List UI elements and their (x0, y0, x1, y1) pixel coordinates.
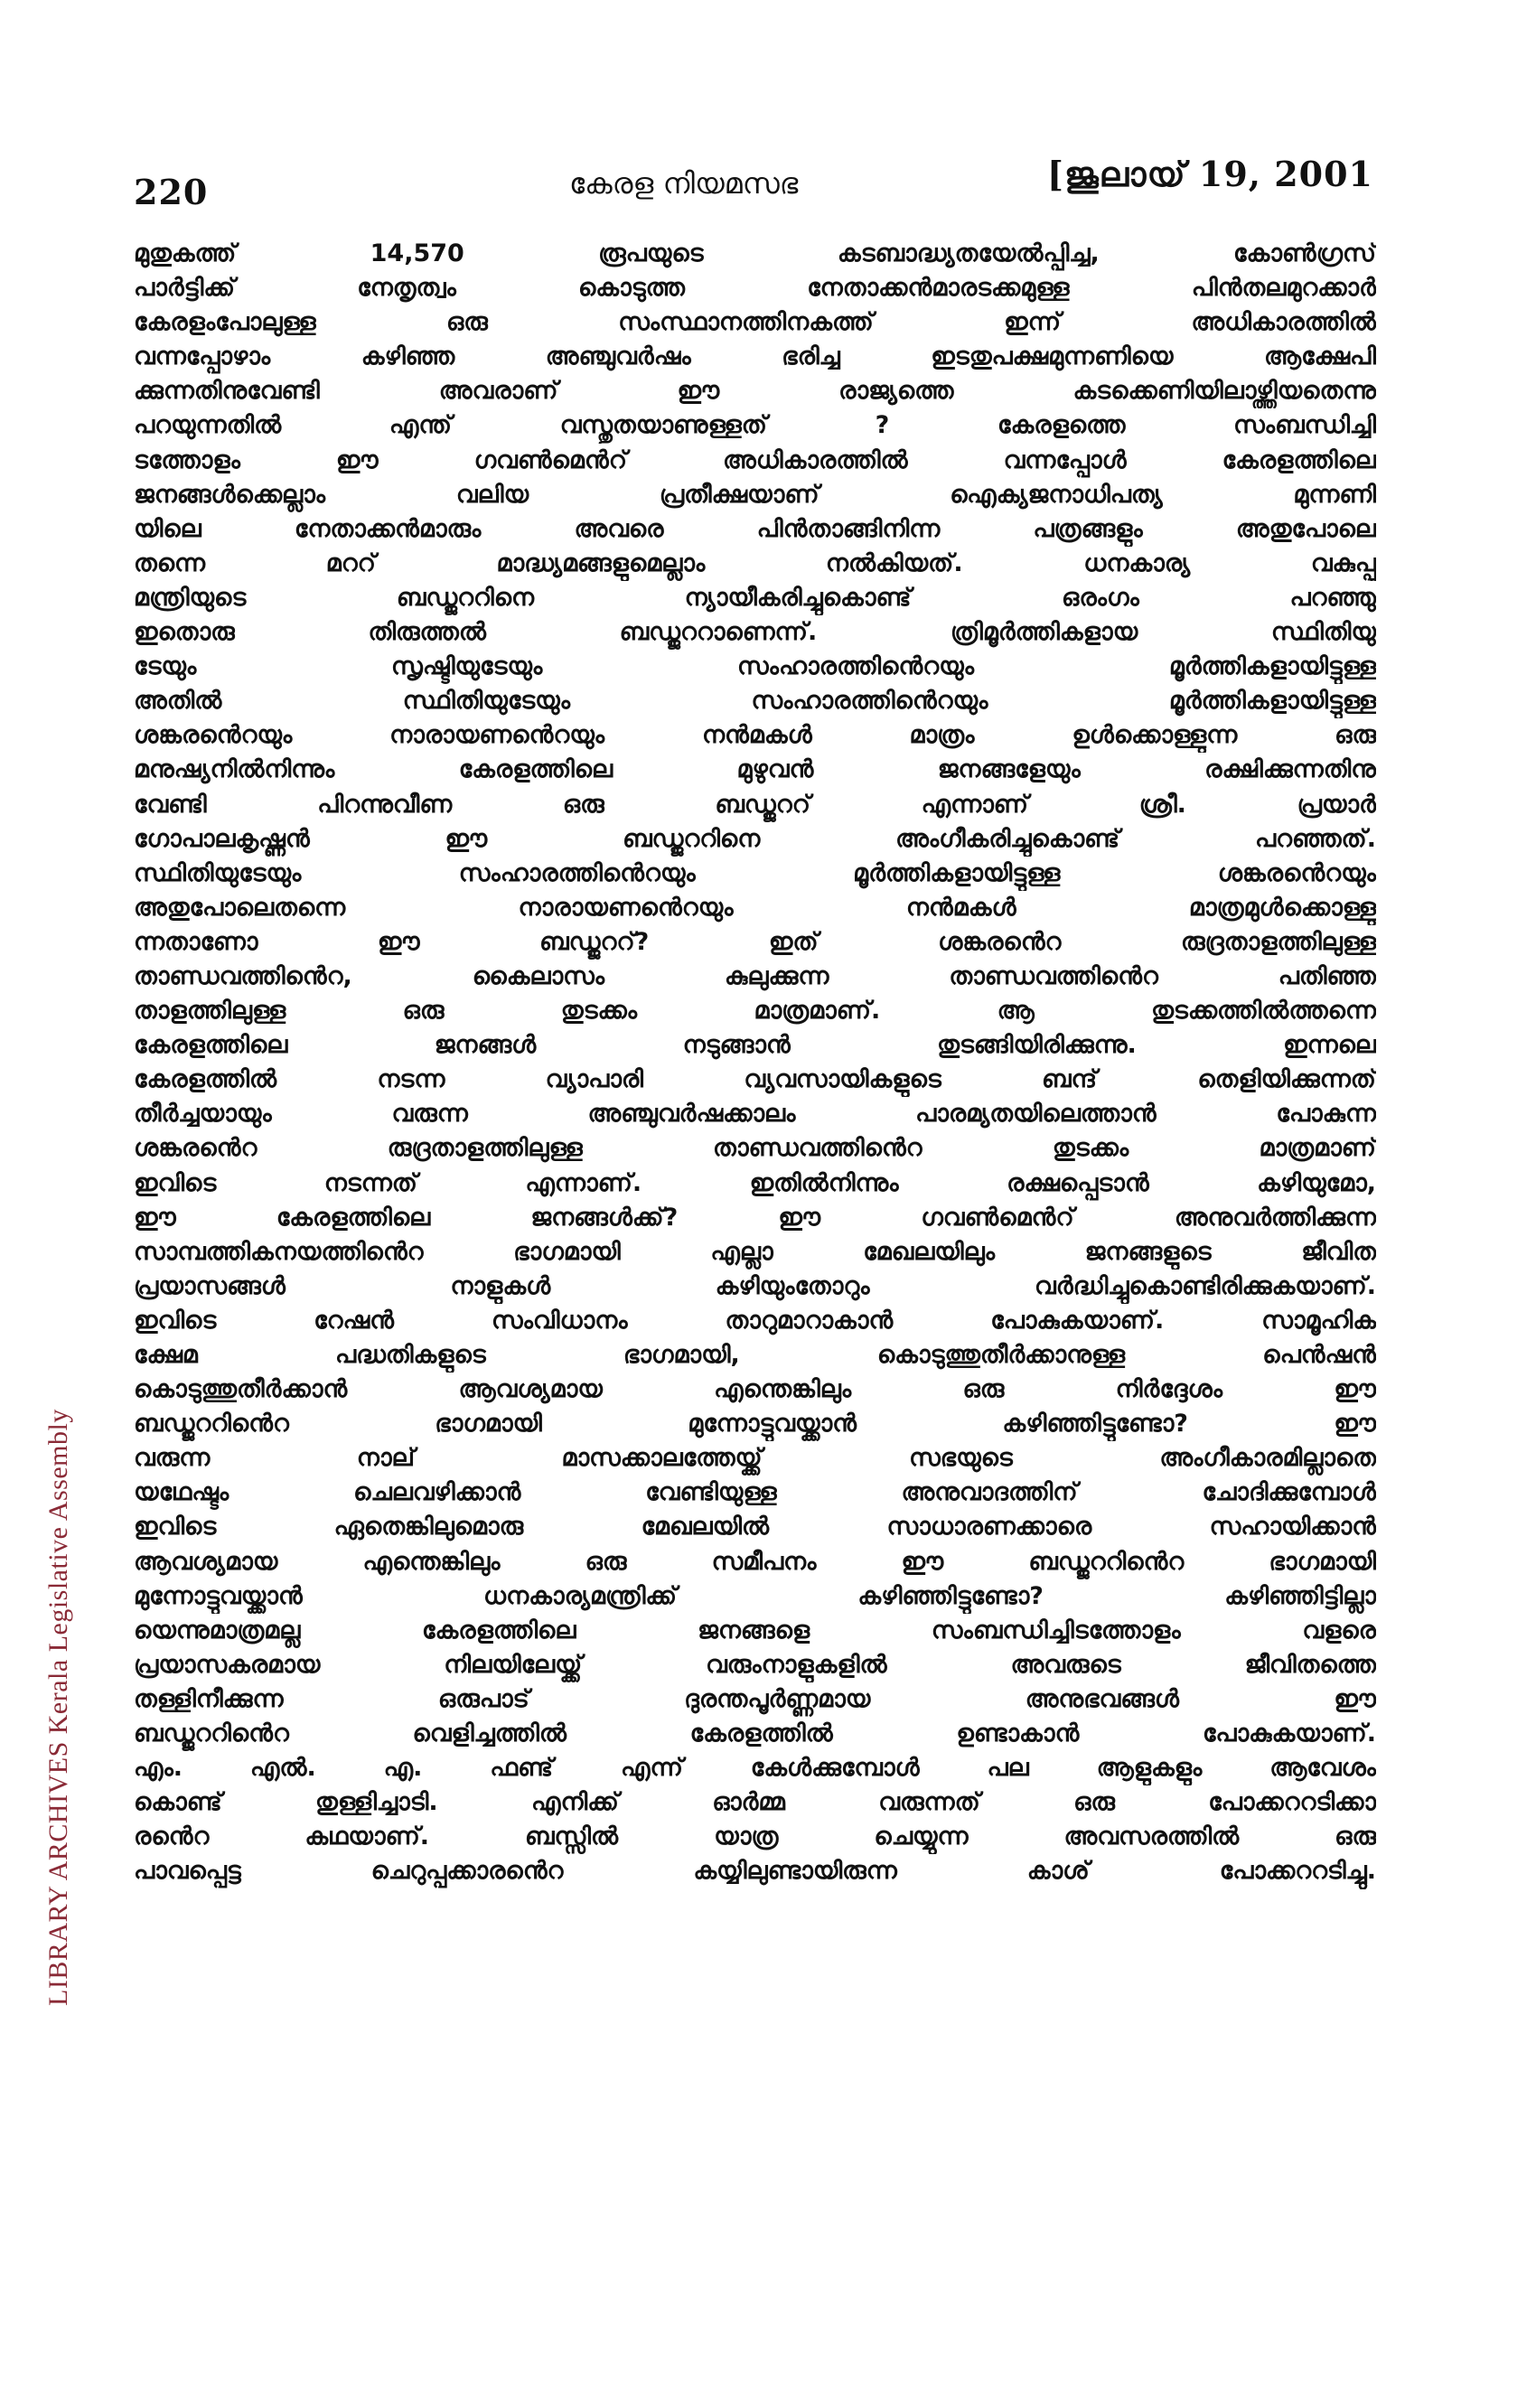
text-line: മുന്നോട്ടുവയ്ക്കാൻ ധനകാര്യമന്ത്രിക്ക് കഴിഞ്ഞിട്ടുണ്ടോ? കഴിഞ്ഞിട്ടില്ലാ (134, 1581, 1376, 1610)
text-line: ഇതൊരു തിരുത്തൽ ബഡ്ജററാണെന്ന്. ത്രിമൂർത്തികളായ സ്ഥിതിയു (134, 618, 1376, 647)
text-line: വരുന്ന നാല് മാസക്കാലത്തേയ്ക്ക് സഭയുടെ അംഗീകാരമില്ലാതെ (134, 1444, 1376, 1473)
text-line: മുതുകത്ത് 14,570 രൂപയുടെ കടബാദ്ധ്യതയേൽപ്പിച്ച, കോൺഗ്രസ് (134, 239, 1376, 267)
text-line: ശങ്കരൻെറ രുദ്രതാളത്തിലുള്ള താണ്ഡവത്തിൻെറ തുടക്കം മാത്രമാണ് (134, 1134, 1376, 1163)
text-line: തള്ളിനീക്കുന്ന ഒരുപാട് ദുരന്തപൂർണ്ണമായ അനുഭവങ്ങൾ ഈ (134, 1684, 1376, 1713)
text-line: യെന്നുമാത്രമല്ല കേരളത്തിലെ ജനങ്ങളെ സംബന്ധിച്ചിടത്തോളം വളരെ (134, 1616, 1376, 1644)
text-line: തന്നെ മററ് മാദ്ധ്യമങ്ങളുമെല്ലാം നൽകിയത്. ധനകാര്യ വകുപ്പു (134, 548, 1376, 577)
text-line: സ്ഥിതിയുടേയും സംഹാരത്തിൻെറയും മൂർത്തികളായിട്ടുള്ള ശങ്കരൻെറയും (134, 858, 1376, 887)
text-line: വന്നപ്പോഴാം കഴിഞ്ഞ അഞ്ചുവർഷം ഭരിച്ച ഇടതുപക്ഷമുന്നണിയെ ആക്ഷേപി (134, 342, 1376, 371)
text-line: താണ്ഡവത്തിൻെറ, കൈലാസം കുലുക്കുന്ന താണ്ഡവത്തിൻെറ പതിഞ്ഞ (134, 961, 1376, 990)
page-number: 220 (134, 172, 209, 212)
text-line: ക്കുന്നതിനുവേണ്ടി അവരാണ് ഈ രാജ്യത്തെ കടക്കെണിയിലാഴ്ത്തിയതെന്നു (134, 377, 1376, 406)
text-line: ടേയും സൃഷ്ടിയുടേയും സംഹാരത്തിൻെറയും മൂർത്തികളായിട്ടുള്ള (134, 652, 1376, 681)
text-line: വേണ്ടി പിറന്നുവീണ ഒരു ബഡ്ജററ് എന്നാണ് ശ്രീ. പ്രയാർ (134, 790, 1376, 819)
text-line: ടത്തോളം ഈ ഗവൺമെൻറ് അധികാരത്തിൽ വന്നപ്പോൾ കേരളത്തിലെ (134, 445, 1376, 474)
text-line: ക്ഷേമ പദ്ധതികളുടെ ഭാഗമായി, കൊടുത്തുതീർക്കാനുള്ള പെൻഷൻ (134, 1341, 1376, 1369)
text-line: കൊടുത്തുതീർക്കാൻ ആവശ്യമായ എന്തെങ്കിലും ഒരു നിർദ്ദേശം ഈ (134, 1375, 1376, 1404)
text-line: യിലെ നേതാക്കൻമാരും അവരെ പിൻതാങ്ങിനിന്ന പത്രങ്ങളും അതുപോലെ (134, 514, 1376, 543)
text-line: കേരളത്തിൽ നടന്ന വ്യാപാരി വ്യവസായികളുടെ ബന്ദ് തെളിയിക്കുന്നത് (134, 1065, 1376, 1094)
text-line: അതിൽ സ്ഥിതിയുടേയും സംഹാരത്തിൻെറയും മൂർത്തികളായിട്ടുള്ള (134, 687, 1376, 716)
running-title: കേരള നിയമസഭ (569, 166, 799, 201)
text-line: സാമ്പത്തികനയത്തിൻെറ ഭാഗമായി എല്ലാ മേഖലയിലും ജനങ്ങളുടെ ജീവിത (134, 1237, 1376, 1266)
text-line: രൻെറ കഥയാണ്. ബസ്സിൽ യാത്ര ചെയ്യുന്ന അവസരത്തിൽ ഒരു (134, 1822, 1376, 1851)
text-line: പ്രയാസകരമായ നിലയിലേയ്ക്ക് വരുംനാളുകളിൽ അവരുടെ ജീവിതത്തെ (134, 1650, 1376, 1679)
text-line: ഗോപാലകൃഷ്ണൻ ഈ ബഡ്ജററിനെ അംഗീകരിച്ചുകൊണ്ട് പറഞ്ഞത്. (134, 824, 1376, 853)
text-line: മന്ത്രിയുടെ ബഡ്ജററിനെ ന്യായീകരിച്ചുകൊണ്ട് ഒരംഗം പറഞ്ഞു (134, 583, 1376, 612)
archive-watermark: LIBRARY ARCHIVES Kerala Legislative Assembly (43, 1409, 73, 2006)
text-line: ആവശ്യമായ എന്തെങ്കിലും ഒരു സമീപനം ഈ ബഡ്ജററിൻെറ ഭാഗമായി (134, 1547, 1376, 1576)
body-text (134, 237, 1376, 1889)
text-line: അതുപോലെതന്നെ നാരായണൻെറയും നൻമകൾ മാത്രമുൾക്കൊള്ളു (134, 893, 1376, 922)
text-line: ബഡ്ജററിൻെറ വെളിച്ചത്തിൽ കേരളത്തിൽ ഉണ്ടാകാൻ പോകുകയാണ്. (134, 1719, 1376, 1748)
text-line: മനുഷ്യനിൽനിന്നും കേരളത്തിലെ മുഴുവൻ ജനങ്ങളേയും രക്ഷിക്കുന്നതിനു (134, 755, 1376, 784)
text-line: ജനങ്ങൾക്കെല്ലാം വലിയ പ്രതീക്ഷയാണ് ഐക്യജനാധിപത്യ മുന്നണി (134, 480, 1376, 509)
text-line: എം. എൽ. എ. ഫണ്ട് എന്ന് കേൾക്കുമ്പോൾ പല ആളുകളും ആവേശം (134, 1754, 1376, 1783)
text-line: കേരളംപോലുള്ള ഒരു സംസ്ഥാനത്തിനകത്ത് ഇന്ന് അധികാരത്തിൽ (134, 308, 1376, 337)
text-line: ന്നതാണോ ഈ ബഡ്ജററ്? ഇത് ശങ്കരൻെറ രുദ്രതാളത്തിലുള്ള (134, 927, 1376, 956)
text-line: ബഡ്ജററിൻെറ ഭാഗമായി മുന്നോട്ടുവയ്ക്കാൻ കഴിഞ്ഞിട്ടുണ്ടോ? ഈ (134, 1410, 1376, 1438)
text-line: കേരളത്തിലെ ജനങ്ങൾ നടുങ്ങാൻ തുടങ്ങിയിരിക്കുന്നു. ഇന്നലെ (134, 1031, 1376, 1060)
page-header (126, 154, 1373, 212)
text-line: ഈ കേരളത്തിലെ ജനങ്ങൾക്ക്? ഈ ഗവൺമെൻറ് അനുവർത്തിക്കുന്ന (134, 1203, 1376, 1232)
text-line: പറയുന്നതിൽ എന്ത് വസ്തുതയാണുള്ളത് ? കേരളത്തെ സംബന്ധിച്ചി (134, 411, 1376, 440)
text-line: പാർട്ടിക്ക് നേതൃത്വം കൊടുത്ത നേതാക്കൻമാരടക്കമുള്ള പിൻതലമുറക്കാർ (134, 274, 1376, 303)
header-date: [ജൂലായ് 19, 2001 (1047, 154, 1373, 194)
text-line: താളത്തിലുള്ള ഒരു തുടക്കം മാത്രമാണ്. ആ തുടക്കത്തിൽത്തന്നെ (134, 997, 1376, 1026)
text-line: പാവപ്പെട്ട ചെറുപ്പക്കാരൻെറ കയ്യിലുണ്ടായിരുന്ന കാശ് പോക്കററടിച്ചു. (134, 1857, 1376, 1886)
text-line: ഇവിടെ നടന്നത് എന്നാണ്. ഇതിൽനിന്നും രക്ഷപ്പെടാൻ കഴിയുമോ, (134, 1168, 1376, 1197)
text-line: കൊണ്ട് തുള്ളിച്ചാടി. എനിക്ക് ഓർമ്മ വരുന്നത് ഒരു പോക്കററടിക്കാ (134, 1788, 1376, 1817)
text-line: പ്രയാസങ്ങൾ നാളുകൾ കഴിയുംതോറും വർദ്ധിച്ചുകൊണ്ടിരിക്കുകയാണ്. (134, 1271, 1376, 1300)
text-line: ശങ്കരൻെറയും നാരായണൻെറയും നൻമകൾ മാത്രം ഉൾക്കൊള്ളുന്ന ഒരു (134, 721, 1376, 750)
text-line: ഇവിടെ റേഷൻ സംവിധാനം താറുമാറാകാൻ പോകുകയാണ്. സാമൂഹിക (134, 1306, 1376, 1335)
text-line: യഥേഷ്ടം ചെലവഴിക്കാൻ വേണ്ടിയുള്ള അനുവാദത്തിന് ചോദിക്കുമ്പോൾ (134, 1478, 1376, 1507)
text-line: തീർച്ചയായും വരുന്ന അഞ്ചുവർഷക്കാലം പാരമ്യതയിലെത്താൻ പോകുന്ന (134, 1100, 1376, 1129)
text-line: ഇവിടെ ഏതെങ്കിലുമൊരു മേഖലയിൽ സാധാരണക്കാരെ സഹായിക്കാൻ (134, 1513, 1376, 1541)
